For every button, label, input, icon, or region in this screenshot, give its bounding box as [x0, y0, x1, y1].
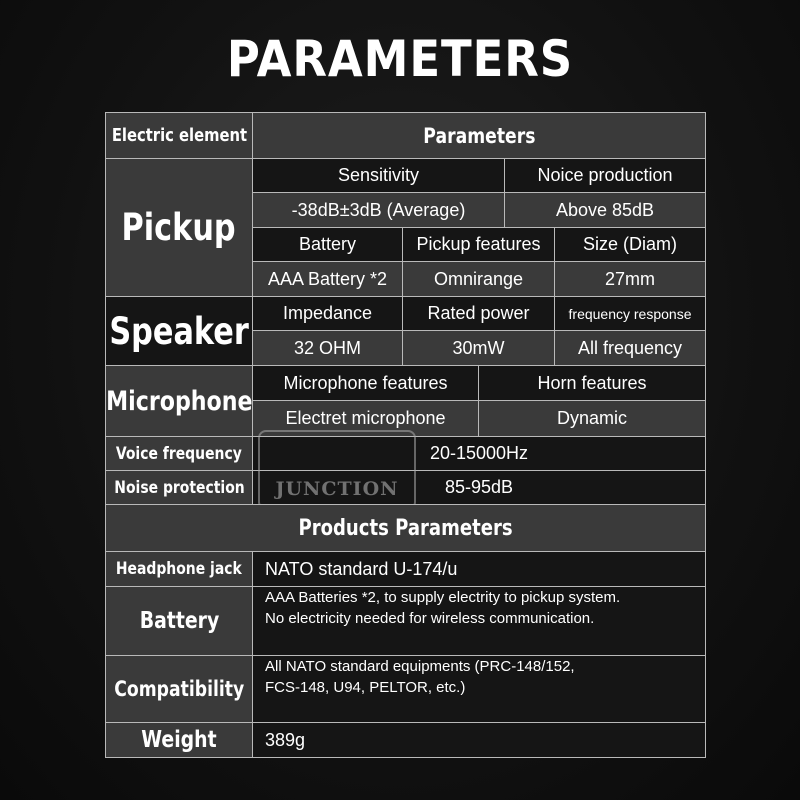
frequency-response-value: All frequency	[554, 330, 706, 366]
headphone-jack-value: NATO standard U-174/u	[252, 551, 706, 587]
impedance-header: Impedance	[252, 296, 403, 331]
pickup-features-header: Pickup features	[402, 227, 555, 262]
size-value: 27mm	[554, 261, 706, 297]
pickup-label: Pickup	[105, 158, 253, 297]
battery-description-line-2: No electricity needed for wireless communication.	[265, 610, 595, 627]
noise-production-header: Noice production	[504, 158, 706, 193]
page-title: PARAMETERS	[226, 30, 574, 88]
microphone-label: Microphone	[105, 365, 253, 437]
frequency-response-header: frequency response	[554, 296, 706, 331]
junction-watermark: JUNCTION	[258, 430, 416, 510]
microphone-features-value: Electret microphone	[252, 400, 479, 437]
voice-frequency-value: 20-15000Hz	[252, 436, 706, 471]
noise-production-value: Above 85dB	[504, 192, 706, 228]
header-parameters: Parameters	[252, 112, 706, 159]
headphone-jack-label: Headphone jack	[105, 551, 253, 587]
products-parameters-heading: Products Parameters	[105, 504, 706, 552]
noise-protection-value: 85-95dB	[252, 470, 706, 505]
impedance-value: 32 OHM	[252, 330, 403, 366]
battery-description-line-1: AAA Batteries *2, to supply electrity to pickup system.	[265, 589, 621, 606]
pickup-features-value: Omnirange	[402, 261, 555, 297]
compatibility-description-line-1: All NATO standard equipments (PRC-148/152,	[265, 658, 575, 675]
compatibility-description	[252, 655, 706, 723]
horn-features-header: Horn features	[478, 365, 706, 401]
compatibility-description-line-2: FCS-148, U94, PELTOR, etc.)	[265, 679, 466, 696]
weight-value: 389g	[252, 722, 706, 758]
battery-header: Battery	[252, 227, 403, 262]
rated-power-header: Rated power	[402, 296, 555, 331]
sensitivity-value: -38dB±3dB (Average)	[252, 192, 505, 228]
microphone-features-header: Microphone features	[252, 365, 479, 401]
compatibility-label: Compatibility	[105, 655, 253, 723]
size-header: Size (Diam)	[554, 227, 706, 262]
header-electric-element: Electric element	[105, 112, 253, 159]
battery-description	[252, 586, 706, 656]
rated-power-value: 30mW	[402, 330, 555, 366]
sensitivity-header: Sensitivity	[252, 158, 505, 193]
battery-value: AAA Battery *2	[252, 261, 403, 297]
weight-label: Weight	[105, 722, 253, 758]
battery-label: Battery	[105, 586, 253, 656]
noise-protection-label: Noise protection	[105, 470, 253, 505]
speaker-label: Speaker	[105, 296, 253, 366]
voice-frequency-label: Voice frequency	[105, 436, 253, 471]
horn-features-value: Dynamic	[478, 400, 706, 437]
